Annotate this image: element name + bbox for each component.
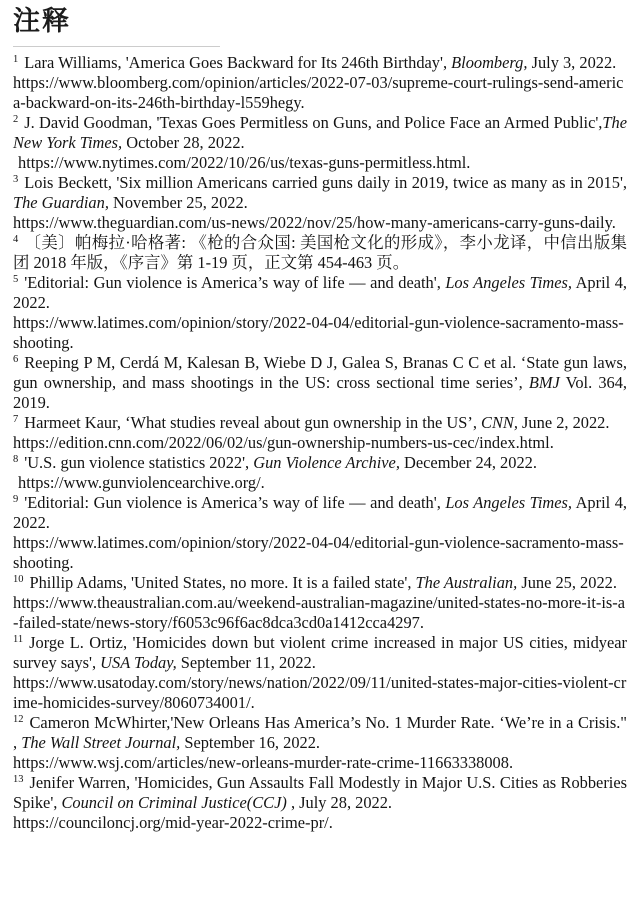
footnote-number: 10 [13, 573, 24, 585]
footnote-7 [13, 413, 627, 453]
footnote-number: 6 [13, 353, 19, 365]
citation-url: https://www.theguardian.com/us-news/2022/nov/25/how-many-americans-carry-guns-daily. [13, 213, 616, 232]
footnote-13 [13, 773, 627, 833]
footnote-number: 5 [13, 273, 19, 285]
footnote-number: 4 [13, 233, 19, 245]
citation-url: https://www.latimes.com/opinion/story/2022-04-04/editorial-gun-violence-sacramento-mass-shooting. [13, 313, 624, 352]
citation-text: 〔美〕帕梅拉·哈格著: 《枪的合众国: 美国枪文化的形成》，李小龙译，中信出版集团 2018 年版，《序言》第 1-19 页，正文第 454-463 页。 [13, 233, 627, 272]
citation-url: https://www.bloomberg.com/opinion/articles/2022-07-03/supreme-court-rulings-send-america-backward-on-its-246th-birthday-l559hegy. [13, 73, 624, 112]
footnote-number: 9 [13, 493, 19, 505]
footnote-number: 13 [13, 773, 24, 785]
footnote-number: 8 [13, 453, 19, 465]
footnote-4 [13, 233, 627, 273]
citation-url: https://www.nytimes.com/2022/10/26/us/texas-guns-permitless.html. [18, 153, 471, 172]
footnote-8 [13, 453, 627, 493]
citation-url: https://www.theaustralian.com.au/weekend-australian-magazine/united-states-no-more-it-is-a-failed-state/news-story/f6053c96f6ac8dca3cd0a1412cca4297. [13, 593, 625, 632]
citation-text: Lois Beckett, 'Six million Americans carried guns daily in 2019, twice as many as in 2015', The Guardian, November 25, 2022. [13, 173, 627, 212]
footnote-number: 2 [13, 113, 19, 125]
citation-text: 'Editorial: Gun violence is America’s way of life — and death', Los Angeles Times, April 4, 2022. [13, 273, 628, 312]
citation-url: https://www.usatoday.com/story/news/nation/2022/09/11/united-states-major-cities-violent-crime-homicides-survey/8060734001/. [13, 673, 627, 712]
footnote-2 [13, 113, 627, 173]
citation-text: Harmeet Kaur, ‘What studies reveal about gun ownership in the US’, CNN, June 2, 2022. [24, 413, 610, 432]
footnote-5 [13, 273, 627, 353]
footnote-number: 1 [13, 53, 19, 65]
footnote-number: 7 [13, 413, 19, 425]
footnote-3 [13, 173, 627, 233]
citation-url: https://www.wsj.com/articles/new-orleans-murder-rate-crime-11663338008. [13, 753, 514, 772]
footnotes-list [13, 53, 627, 833]
citation-text: Jenifer Warren, 'Homicides, Gun Assaults Fall Modestly in Major U.S. Cities as Robberies Spike', Council on Criminal Justice(CCJ) , July 28, 2022. [13, 773, 627, 812]
footnote-10 [13, 573, 627, 633]
citation-text: Reeping P M, Cerdá M, Kalesan B, Wiebe D J, Galea S, Branas C C et al. ‘State gun laws, gun ownership, and mass shootings in the US: cross sectional time series’, BMJ Vol. 364, 2019. [13, 353, 627, 412]
footnote-1 [13, 53, 627, 113]
footnote-9 [13, 493, 627, 573]
citation-text: 'U.S. gun violence statistics 2022', Gun Violence Archive, December 24, 2022. [24, 453, 537, 472]
footnote-11 [13, 633, 627, 713]
citation-url: https://counciloncj.org/mid-year-2022-crime-pr/. [13, 813, 333, 832]
citation-text: Cameron McWhirter,'New Orleans Has America’s No. 1 Murder Rate. ‘We’re in a Crisis." , The Wall Street Journal, September 16, 2022. [13, 713, 627, 752]
citation-url: https://www.latimes.com/opinion/story/2022-04-04/editorial-gun-violence-sacramento-mass-shooting. [13, 533, 624, 572]
page-title: 注释 [13, 6, 71, 36]
footnote-number: 3 [13, 173, 19, 185]
citation-text: Lara Williams, 'America Goes Backward for Its 246th Birthday', Bloomberg, July 3, 2022. [24, 53, 617, 72]
footnote-number: 11 [13, 633, 24, 645]
citation-text: Phillip Adams, 'United States, no more. It is a failed state', The Australian, June 25, 2022. [29, 573, 617, 592]
citation-text: 'Editorial: Gun violence is America’s way of life — and death', Los Angeles Times, April 4, 2022. [13, 493, 628, 532]
citation-text: J. David Goodman, 'Texas Goes Permitless on Guns, and Police Face an Armed Public',The New York Times, October 28, 2022. [13, 113, 627, 152]
footnote-number: 12 [13, 713, 24, 725]
title-divider [13, 46, 220, 47]
footnote-12 [13, 713, 627, 773]
citation-url: https://edition.cnn.com/2022/06/02/us/gun-ownership-numbers-us-cec/index.html. [13, 433, 554, 452]
citation-text: Jorge L. Ortiz, 'Homicides down but violent crime increased in major US cities, midyear survey says', USA Today, September 11, 2022. [13, 633, 627, 672]
citation-url: https://www.gunviolencearchive.org/. [18, 473, 265, 492]
footnote-6 [13, 353, 627, 413]
